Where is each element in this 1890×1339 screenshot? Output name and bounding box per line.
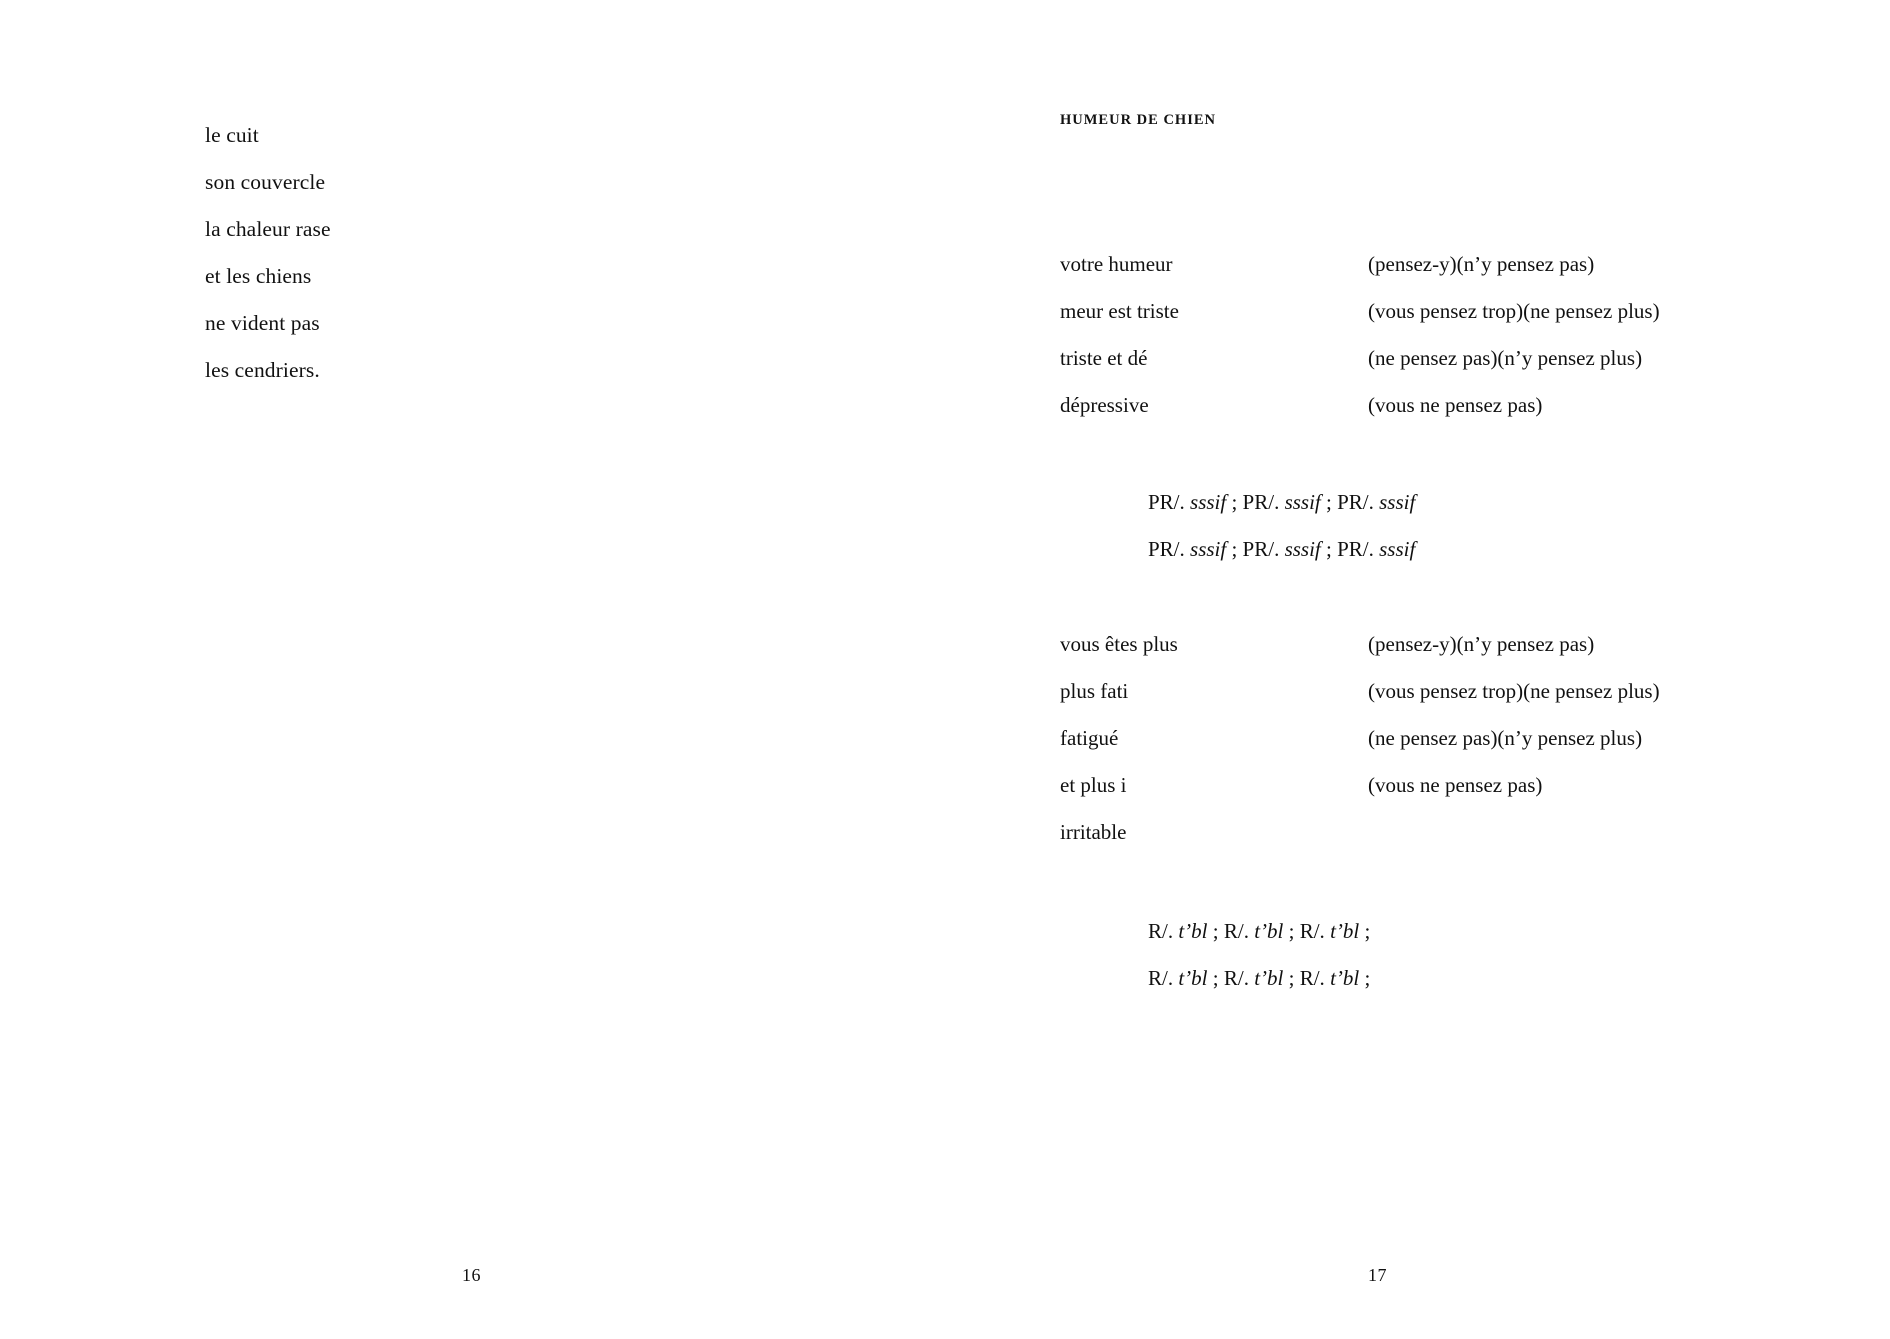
verse-row	[1060, 241, 1820, 288]
verse-row	[1060, 668, 1820, 715]
poem-line: la chaleur rase	[205, 217, 331, 241]
spacer	[1060, 129, 1820, 241]
refrain-line	[1060, 955, 1820, 1002]
verse-left: vous êtes plus	[1060, 632, 1178, 656]
stanza-one	[1060, 241, 1820, 429]
spacer	[1060, 856, 1820, 908]
verse-row	[1060, 621, 1820, 668]
refrain-seg: R/.	[1148, 919, 1179, 943]
refrain-seg-italic: t’bl	[1330, 919, 1360, 943]
refrain-seg: ; PR/.	[1226, 490, 1285, 514]
refrain-seg-italic: t’bl	[1178, 966, 1208, 990]
refrain-seg-italic: t’bl	[1178, 919, 1208, 943]
refrain-seg: ; PR/.	[1320, 490, 1380, 514]
refrain-seg-italic: sssif	[1379, 537, 1416, 561]
refrain-line	[1060, 908, 1820, 955]
verse-left: et plus i	[1060, 773, 1127, 797]
right-page	[945, 0, 1890, 1339]
verse-left: dépressive	[1060, 393, 1149, 417]
refrain-seg-italic: sssif	[1190, 537, 1227, 561]
poem-line: le cuit	[205, 123, 259, 147]
poem-line: et les chiens	[205, 264, 312, 288]
verse-left: votre humeur	[1060, 252, 1173, 276]
verse-right: (vous pensez trop)(ne pensez plus)	[1368, 679, 1660, 703]
verse-left: irritable	[1060, 820, 1127, 844]
verse-left: fatigué	[1060, 726, 1119, 750]
verse-row	[1060, 382, 1820, 429]
verse-right: (vous ne pensez pas)	[1368, 393, 1543, 417]
refrain-seg: ; R/.	[1283, 919, 1331, 943]
verse-row	[1060, 335, 1820, 382]
page-number-left: 16	[462, 1265, 481, 1285]
refrain-seg: R/.	[1148, 966, 1179, 990]
verse-left: plus fati	[1060, 679, 1129, 703]
poem-line: les cendriers.	[205, 358, 320, 382]
refrain-seg-italic: t’bl	[1254, 966, 1284, 990]
verse-left: triste et dé	[1060, 346, 1148, 370]
refrain-one	[1060, 479, 1820, 573]
right-poem	[1060, 112, 1820, 1002]
refrain-seg-italic: sssif	[1379, 490, 1416, 514]
left-poem	[205, 112, 725, 394]
poem-line: ne vident pas	[205, 311, 320, 335]
refrain-line	[1060, 479, 1820, 526]
verse-right: (pensez-y)(n’y pensez pas)	[1368, 632, 1595, 656]
refrain-seg-italic: t’bl	[1254, 919, 1284, 943]
spacer	[1060, 573, 1820, 621]
stanza-two	[1060, 621, 1820, 856]
verse-right: (vous ne pensez pas)	[1368, 773, 1543, 797]
refrain-seg: ;	[1359, 919, 1371, 943]
poem-line: son couvercle	[205, 170, 326, 194]
refrain-seg-italic: sssif	[1284, 490, 1321, 514]
refrain-seg: ; R/.	[1207, 966, 1255, 990]
verse-right: (ne pensez pas)(n’y pensez plus)	[1368, 346, 1643, 370]
refrain-line	[1060, 526, 1820, 573]
verse-row	[1060, 715, 1820, 762]
verse-row	[1060, 762, 1820, 809]
verse-left: meur est triste	[1060, 299, 1179, 323]
verse-right: (vous pensez trop)(ne pensez plus)	[1368, 299, 1660, 323]
page-number-right: 17	[1368, 1265, 1387, 1285]
refrain-seg: ;	[1359, 966, 1371, 990]
refrain-seg: ; R/.	[1283, 966, 1331, 990]
refrain-two	[1060, 908, 1820, 1002]
refrain-seg: PR/.	[1148, 490, 1191, 514]
verse-right	[1368, 809, 1820, 856]
verse-right: (pensez-y)(n’y pensez pas)	[1368, 252, 1595, 276]
verse-row	[1060, 288, 1820, 335]
refrain-seg-italic: sssif	[1190, 490, 1227, 514]
spacer	[1060, 429, 1820, 479]
refrain-seg-italic: sssif	[1284, 537, 1321, 561]
verse-row	[1060, 809, 1820, 856]
refrain-seg: ; R/.	[1207, 919, 1255, 943]
refrain-seg: ; PR/.	[1226, 537, 1285, 561]
running-head: HUMEUR DE CHIEN	[1060, 112, 1216, 128]
refrain-seg: PR/.	[1148, 537, 1191, 561]
refrain-seg-italic: t’bl	[1330, 966, 1360, 990]
refrain-seg: ; PR/.	[1320, 537, 1380, 561]
verse-right: (ne pensez pas)(n’y pensez plus)	[1368, 726, 1643, 750]
